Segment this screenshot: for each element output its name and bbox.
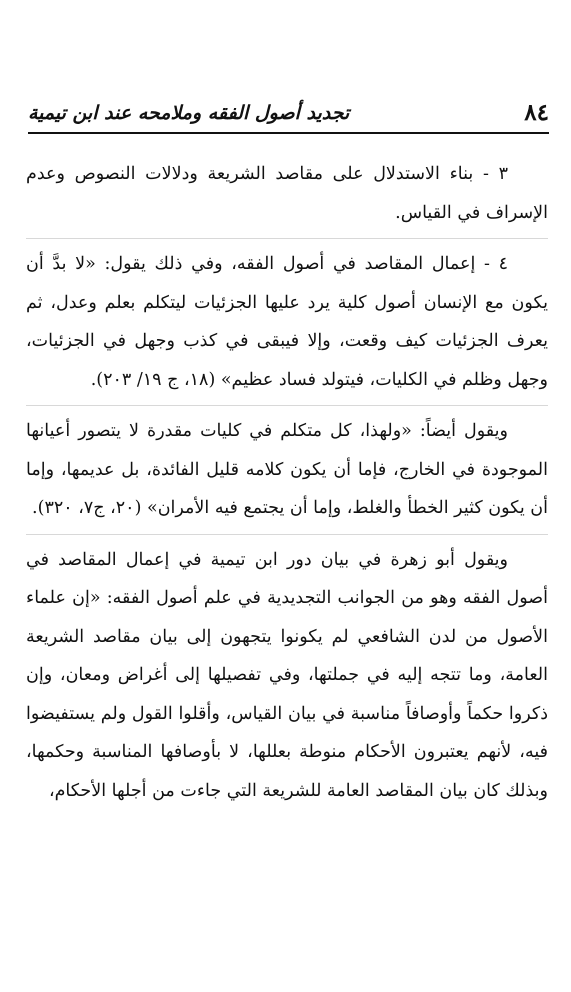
running-title: تجديد أصول الفقه وملامحه عند ابن تيمية [28, 102, 350, 124]
page-number: ٨٤ [524, 99, 549, 126]
paragraph-divider [26, 238, 548, 239]
paragraph-divider [26, 405, 548, 406]
paragraph-also-says: ويقول أيضاً: «ولهذا، كل متكلم في كليات مقدرة لا يتصور أعيانها الموجودة في الخارج، فإما أن يكون كلامه قليل الفائدة، بل عديمها، وإما أن يكون كثير الخطأ والغلط، وإما أن يجتمع فيه الأمران» (٢٠، ج٧، ٣٢٠). [26, 421, 548, 518]
paragraph-point-3: ٣ - بناء الاستدلال على مقاصد الشريعة ودلالات النصوص وعدم الإسراف في القياس. [26, 164, 548, 223]
paragraph-abu-zahra: ويقول أبو زهرة في بيان دور ابن تيمية في إعمال المقاصد في أصول الفقه وهو من الجوانب التجديدية في علم أصول الفقه: «إن علماء الأصول من لدن الشافعي لم يكونوا يتجهون إلى بيان مقاصد الشريعة العامة، وما تتجه إليه في جملتها، وفي تفصيلها إلى أغراض ومعان، وإن ذكروا حكماً وأوصافاً مناسبة في بيان القياس، وأقلوا القول ولم يستفيضوا فيه، لأنهم يعتبرون الأحكام منوطة بعللها، لا بأوصافها المناسبة وحكمها، وبذلك كان بيان المقاصد العامة للشريعة التي جاءت من أجلها الأحكام، [26, 549, 548, 801]
running-header [28, 92, 549, 134]
paragraph-divider [26, 534, 548, 535]
paragraph-point-4: ٤ - إعمال المقاصد في أصول الفقه، وفي ذلك يقول: «لا بدَّ أن يكون مع الإنسان أصول كلية يرد عليها الجزئيات ليتكلم بعلم وعدل، ثم يعرف الجزئيات كيف وقعت، وإلا فيبقى في كذب وجهل في الجزئيات، وجهل وظلم في الكليات، فيتولد فساد عظيم» (١٨، ج ١٩/ ٢٠٣). [26, 254, 548, 390]
body-text [26, 155, 548, 810]
